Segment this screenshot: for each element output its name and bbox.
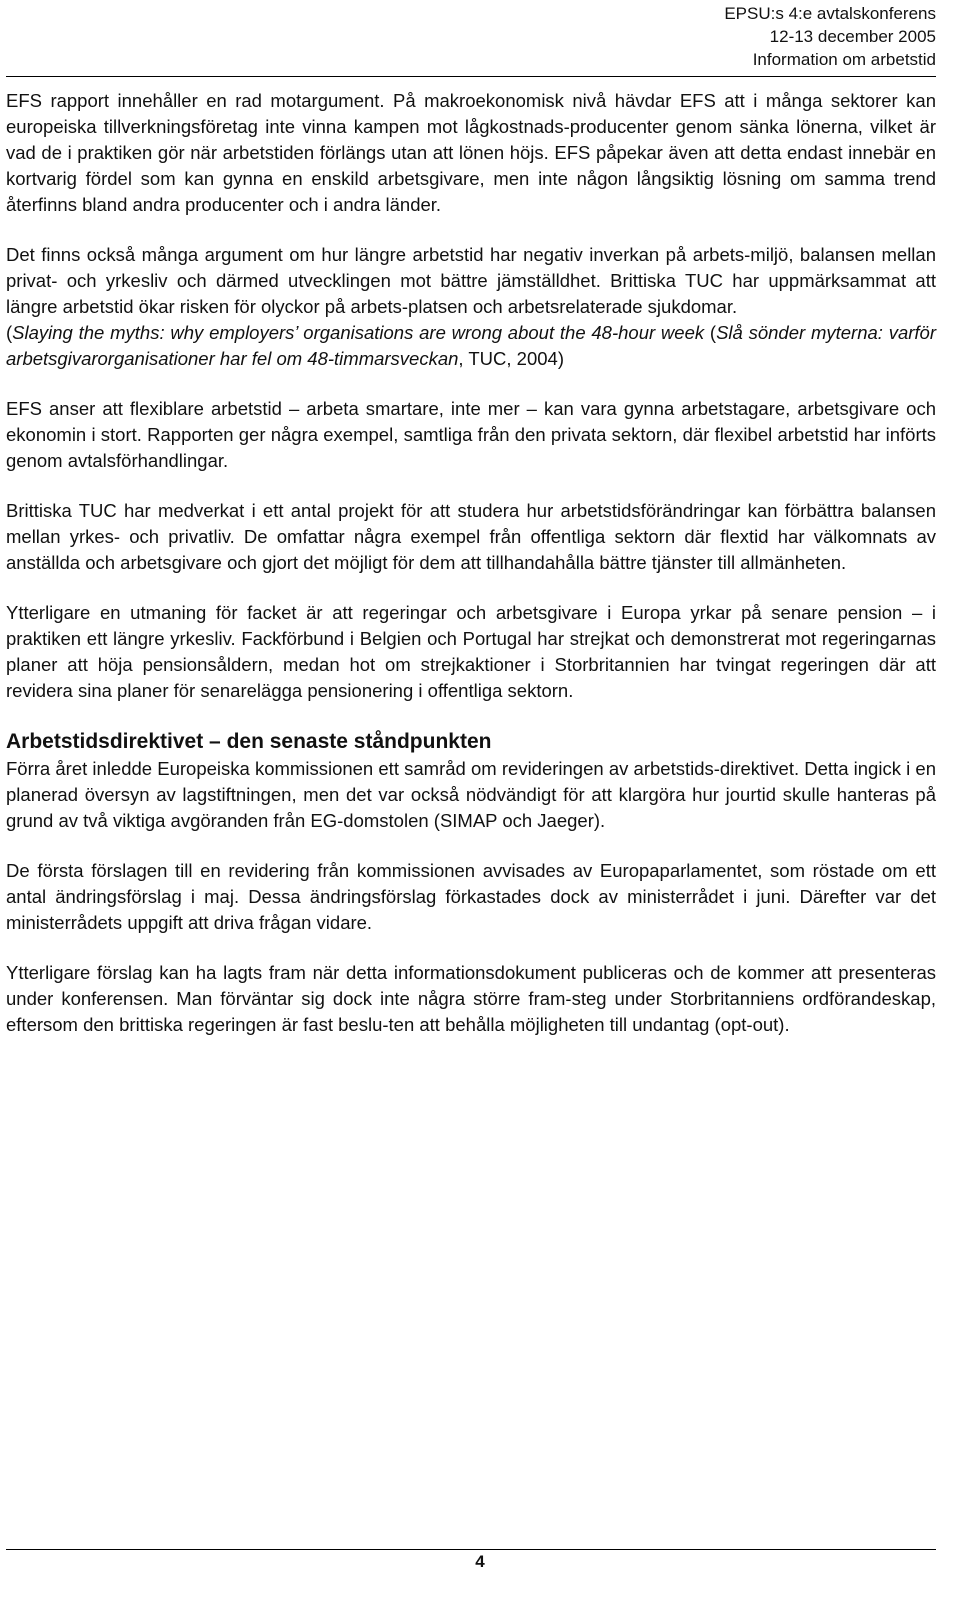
paragraph-tuc-projects: Brittiska TUC har medverkat i ett antal projekt för att studera hur arbetstidsförändringar kan förbättra balansen mellan yrkes- och privatliv. De omfattar några exempel från offentliga sektorn där flextid har välkomnats av anställda och arbetsgivare och gjort det möjligt för dem att tillhandahålla bättre tjänster till allmänheten.: [6, 500, 936, 573]
paragraph-directive: Förra året inledde Europeiska kommissionen ett samråd om revideringen av arbetstids-direktivet. Detta ingick i en planerad översyn av lagstiftningen, men det var också nödvändigt för att klargöra hur jourtid skulle hanteras på grund av två viktiga avgöranden från EG-domstolen (SIMAP och Jaeger).: [6, 758, 936, 831]
conference-title: EPSU:s 4:e avtalskonferens: [724, 4, 936, 23]
paragraph-pension: Ytterligare en utmaning för facket är att regeringar och arbetsgivare i Europa yrkar på senare pension – i praktiken ett längre yrkesliv. Fackförbund i Belgien och Portugal har strejkat och demonstrerat mot regeringarnas planer att höja pensionsåldern, medan hot om strejkaktioner i Storbritannien har tvingat regeringen där att revidera sina planer för senarelägga pensionering i offentliga sektorn.: [6, 602, 936, 701]
conference-date: 12-13 december 2005: [769, 27, 936, 46]
paragraph-arguments: Det finns också många argument om hur längre arbetstid har negativ inverkan på arbets-miljö, balansen mellan privat- och yrkesliv och därmed utvecklingen mot bättre jämställdhet. Brittiska TUC har uppmärksammat att längre arbetstid ökar risken för olyckor på arbets-platsen och arbetsrelaterade sjukdomar.: [6, 244, 936, 317]
paragraph-proposals: De första förslagen till en revidering från kommissionen avvisades av Europaparlamentet, som röstade om ett antal ändringsförslag i maj. Dessa ändringsförslag förkastades dock av ministerrådet i juni. Därefter var det ministerrådets uppgift att driva frågan vidare.: [6, 860, 936, 933]
paragraph-flexible-time: EFS anser att flexiblare arbetstid – arbeta smartare, inte mer – kan vara gynna arbetstagare, arbetsgivare och ekonomin i stort. Rapporten ger några exempel, samtliga från den privata sektorn, där flexibel arbetstid har införts genom avtalsförhandlingar.: [6, 398, 936, 471]
citation-mid: (: [704, 322, 717, 343]
header-divider: [6, 76, 936, 77]
citation-close: , TUC, 2004): [458, 348, 564, 369]
citation: [6, 320, 936, 372]
document-body: [6, 88, 936, 1062]
document-subject: Information om arbetstid: [752, 50, 936, 69]
footer-divider: [6, 1549, 936, 1550]
citation-title-sv: Slå sönder myterna: varför arbetsgivarorganisationer har fel om 48-timmarsveckan: [6, 322, 936, 369]
page-header: [724, 2, 936, 71]
citation-open: (: [6, 322, 13, 343]
page-number: 4: [475, 1552, 485, 1571]
paragraph-efs-report: EFS rapport innehåller en rad motargument. På makroekonomisk nivå hävdar EFS att i många sektorer kan europeiska tillverkningsföretag inte vinna kampen mot lågkostnads-producenter genom sänka lönerna, vilket är vad de i praktiken gör när arbetstiden förlängs utan att lönen höjs. EFS påpekar även att detta endast innebär en kortvarig fördel som kan gynna en enskild arbetsgivare, men inte någon långsiktig lösning om samma trend återfinns bland andra producenter och i andra länder.: [6, 90, 936, 215]
section-heading: Arbetstidsdirektivet – den senaste ståndpunkten: [6, 730, 492, 753]
paragraph-further-proposals: Ytterligare förslag kan ha lagts fram när detta informationsdokument publiceras och de kommer att presenteras under konferensen. Man förväntar sig dock inte några större fram-steg under Storbritanniens ordförandeskap, eftersom den brittiska regeringen är fast beslu-ten att behålla möjligheten till undantag (opt-out).: [6, 962, 936, 1035]
citation-title-en: Slaying the myths: why employers’ organisations are wrong about the 48-hour week: [12, 322, 705, 343]
